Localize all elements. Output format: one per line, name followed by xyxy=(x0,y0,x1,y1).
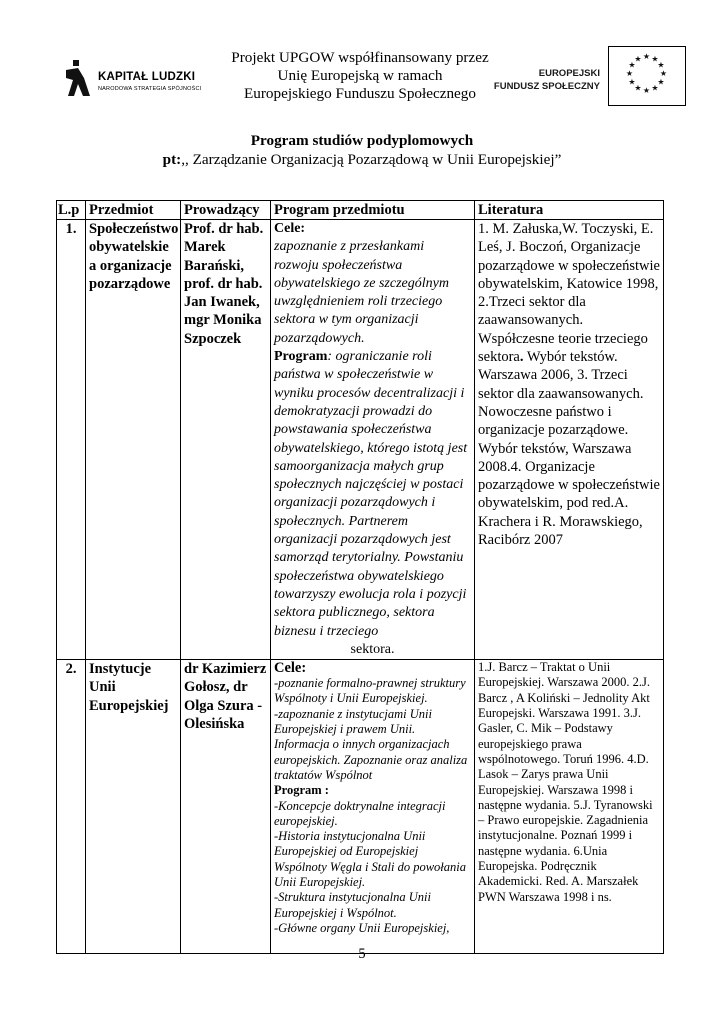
literature-dot: . xyxy=(519,349,524,366)
goals-item: -zapoznanie z instytucjami Unii Europejskiej i prawem Unii. Informacja o innych organizacjach europejskich. Zapoznanie oraz analiza traktatów Wspólnot xyxy=(274,706,468,782)
title-line-2 xyxy=(0,150,724,169)
program-item: -Historia instytucjonalna Unii Europejskiej od Europejskiej Wspólnoty Węgla i Stali do powołania Unii Europejskiej. xyxy=(274,829,467,889)
efs-line-2: FUNDUSZ SPOŁECZNY xyxy=(493,81,600,92)
table-row xyxy=(57,660,664,954)
literature-cell: 1.J. Barcz – Traktat o Unii Europejskiej. Warszawa 2000. 2.J. Barcz , A Koliński – Jednolity Akt Europejski. Warszawa 1991. 3.J. Gasler, C. Mik – Podstawy europejskiego prawa wspólnotowego. Toruń 1996. 4.D. Lasok – Zarys prawa Unii Europejskiej. Warszawa 1998 i następne wydania. 5.J. Tyranowski – Prawo europejskie. Zagadnienia instytucjonalne. Poznań 1999 i następne wydania. 6.Unia Europejska. Podręcznik Akademicki. Red. A. Marszałek PWN Warszawa 1998 i ns. xyxy=(475,660,664,954)
project-info xyxy=(220,49,500,103)
kapital-ludzki-logo xyxy=(62,58,207,104)
program-item: -Główne organy Unii Europejskiej, xyxy=(274,920,450,935)
page-header xyxy=(0,0,724,120)
program-item: -Koncepcje doktrynalne integracji europejskiej. xyxy=(274,798,446,828)
project-line-3: Europejskiego Funduszu Społecznego xyxy=(244,85,476,102)
svg-text:★: ★ xyxy=(628,77,636,87)
title-line-1: Program studiów podyplomowych xyxy=(250,132,474,149)
table-header-row xyxy=(57,201,664,220)
literature-text-b: Wybór tekstów. Warszawa 2006, 3. Trzeci sektor dla zaawansowanych. Nowoczesne państwo i organizacje pozarządowe. Wybór tekstów, Warszawa 2008.4. Organizacje pozarządowe w społeczeństwie obywatelskim, pod red.A. Krachera i R. Morawskiego, Racibórz 2007 xyxy=(478,349,660,549)
svg-text:★: ★ xyxy=(657,77,665,87)
project-line-1: Projekt UPGOW współfinansowany przez xyxy=(231,49,489,66)
goals-item: -poznanie formalno-prawnej struktury Wspólnoty i Unii Europejskiej. xyxy=(274,676,466,706)
program-label: Program xyxy=(274,349,328,365)
svg-text:★: ★ xyxy=(634,83,642,93)
kapital-ludzki-title: KAPITAŁ LUDZKI xyxy=(98,71,196,83)
svg-text:★: ★ xyxy=(642,86,651,95)
header-lp: L.p xyxy=(57,201,86,220)
program-cell xyxy=(271,660,475,954)
program-text: : ograniczanie roli państwa w społeczeństwie w wyniku procesów decentralizacji i demokratyzacji prowadzi do powstawania społeczeństwa obywatelskiego, którego istotą jest samoorganizacja małych grup społecznych najczęściej w postaci organizacji pozarządowych i społecznych. Partnerem organizacji pozarządowych jest samorząd terytorialny. Powstaniu społeczeństwa obywatelskiego towarzyszy ewolucja rola i pozycji sektora publicznego, sektora biznesu i trzeciego xyxy=(274,349,468,639)
lecturer-cell: Prof. dr hab. Marek Barański, prof. dr hab. Jan Iwanek, mgr Monika Szpoczek xyxy=(181,220,271,660)
table-row xyxy=(57,220,664,660)
goals-label: Cele: xyxy=(274,660,307,677)
program-table xyxy=(56,200,664,954)
svg-text:★: ★ xyxy=(657,60,665,70)
eu-stars-icon xyxy=(609,47,684,104)
eu-flag-logo xyxy=(608,46,686,106)
literature-cell xyxy=(475,220,664,660)
program-item: -Struktura instytucjonalna Unii Europejskiej i Wspólnot. xyxy=(274,890,431,920)
subject-cell: Społeczeństwo obywatelskie a organizacje pozarządowe xyxy=(86,220,181,660)
svg-text:★: ★ xyxy=(659,69,668,78)
literature-text-a: 1. M. Załuska,W. Toczyski, E. Leś, J. Boczoń, Organizacje pozarządowe w społeczeństwie obywatelskim, Katowice 1998, 2.Trzeci sektor dla zaawansowanych. Współczesne teorie trzeciego sektora xyxy=(478,221,660,366)
row-number: 2. xyxy=(57,660,86,954)
title-prefix: pt: xyxy=(162,151,182,168)
svg-text:★: ★ xyxy=(651,83,659,93)
header-literature: Literatura xyxy=(475,201,664,220)
svg-text:★: ★ xyxy=(642,52,651,61)
efs-line-1: EUROPEJSKI xyxy=(538,68,600,79)
program-cell xyxy=(271,220,475,660)
project-line-2: Unię Europejską w ramach xyxy=(277,67,443,84)
program-tail: sektora. xyxy=(350,641,395,657)
page-number: 5 xyxy=(358,946,366,962)
program-label: Program : xyxy=(274,783,329,798)
goals-label: Cele: xyxy=(274,221,306,236)
svg-text:★: ★ xyxy=(651,54,659,64)
header-subject: Przedmiot xyxy=(86,201,181,220)
lecturer-cell: dr Kazimierz Gołosz, dr Olga Szura - Olesińska xyxy=(181,660,271,954)
efs-label xyxy=(472,67,600,93)
header-program: Program przedmiotu xyxy=(271,201,475,220)
title-program-name: ,, Zarządzanie Organizacją Pozarządową w Unii Europejskiej” xyxy=(181,151,562,168)
row-number: 1. xyxy=(57,220,86,660)
svg-text:★: ★ xyxy=(634,54,642,64)
svg-text:★: ★ xyxy=(628,60,636,70)
goals-text: zapoznanie z przesłankami rozwoju społeczeństwa obywatelskiego ze szczególnym uwzględnieniem roli trzeciego sektora w tym organizacji pozarządowych. xyxy=(274,239,449,346)
document-title xyxy=(0,131,724,169)
kapital-ludzki-subtitle: NARODOWA STRATEGIA SPÓJNOŚCI xyxy=(98,86,202,92)
kapital-ludzki-mark-icon xyxy=(62,58,92,98)
subject-cell: Instytucje Unii Europejskiej xyxy=(86,660,181,954)
header-lecturer: Prowadzący xyxy=(181,201,271,220)
svg-text:★: ★ xyxy=(625,69,634,78)
